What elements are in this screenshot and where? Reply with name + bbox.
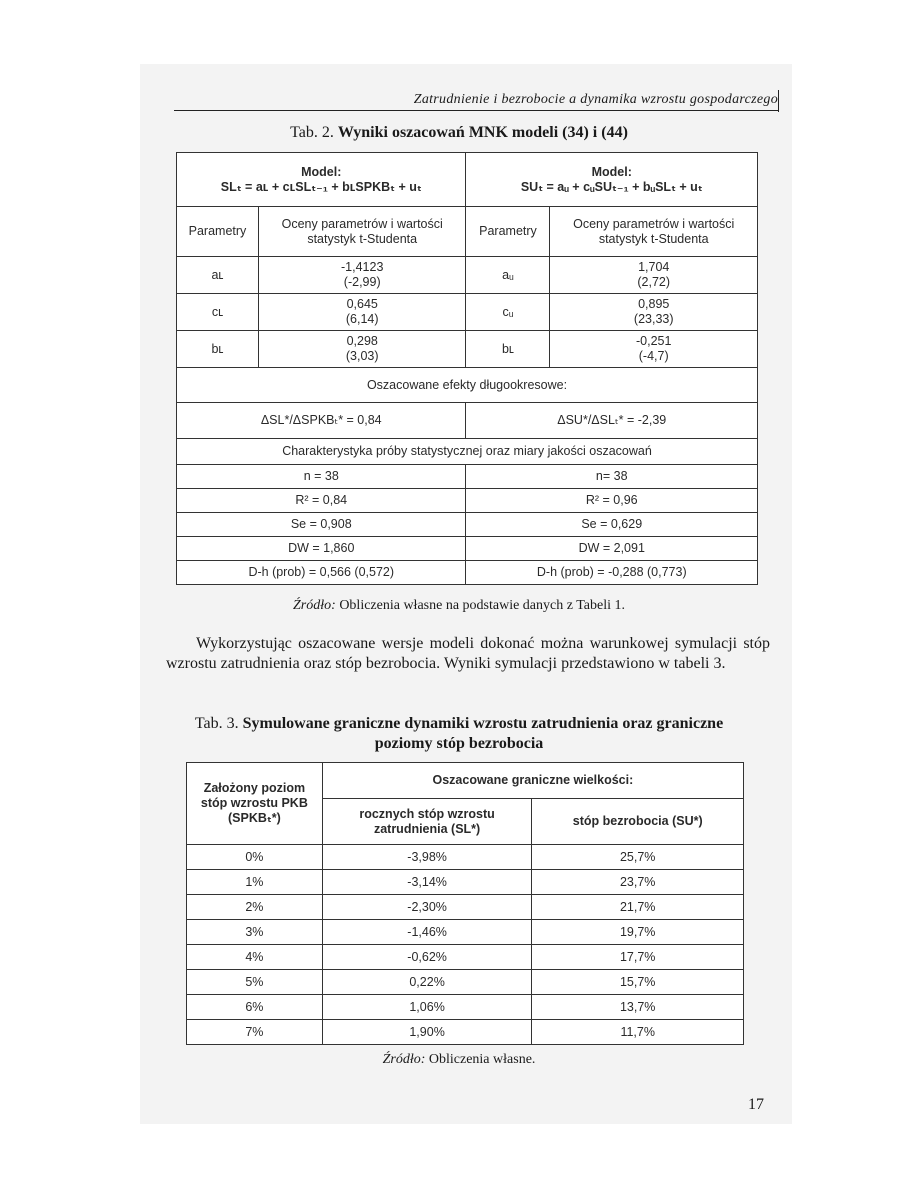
page-number: 17 <box>748 1096 764 1113</box>
su-cell: 13,7% <box>532 995 744 1020</box>
stat-right: R² = 0,96 <box>466 489 758 513</box>
tab3-prefix: Tab. 3. <box>194 715 239 732</box>
tab2-prefix: Tab. 2. <box>290 124 334 141</box>
tstat-right: (2,72) <box>637 275 671 289</box>
sl-cell: -3,14% <box>322 870 532 895</box>
tab3-source <box>0 1052 918 1068</box>
sl-cell: -0,62% <box>322 945 532 970</box>
model-right-cell <box>466 153 758 207</box>
estimate-left: -1,4123 <box>341 260 384 274</box>
tab3-title-line1: Symulowane graniczne dynamiki wzrostu zatrudnienia oraz graniczne <box>242 715 724 732</box>
col-sl-header: rocznych stóp wzrostu zatrudnienia (SL*) <box>322 799 532 845</box>
table-row <box>177 257 758 294</box>
param-left: aʟ <box>177 257 259 294</box>
sl-cell: -3,98% <box>322 845 532 870</box>
table-row <box>177 465 758 489</box>
col-su-header: stóp bezrobocia (SU*) <box>532 799 744 845</box>
gdp-cell: 7% <box>187 1020 323 1045</box>
estimate-right: 1,704 <box>638 260 670 274</box>
col-params-left: Parametry <box>177 207 259 257</box>
col-gdp-header: Założony poziom stóp wzrostu PKB (SPKBₜ*) <box>187 763 323 845</box>
table-row <box>177 294 758 331</box>
tstat-right: (23,33) <box>633 312 674 326</box>
tab2-title: Wyniki oszacowań MNK modeli (34) i (44) <box>337 124 628 141</box>
gdp-cell: 6% <box>187 995 323 1020</box>
table-row <box>187 1020 744 1045</box>
table-row <box>177 537 758 561</box>
stat-right: DW = 2,091 <box>466 537 758 561</box>
table-row <box>187 845 744 870</box>
sl-cell: -2,30% <box>322 895 532 920</box>
gdp-cell: 2% <box>187 895 323 920</box>
body-paragraph: Wykorzystując oszacowane wersje modeli dokonać można warunkowej symulacji stóp wzrostu zatrudnienia oraz stóp bezrobocia. Wyniki symulacji przedstawiono w tabeli 3. <box>166 635 770 672</box>
table-row <box>177 331 758 368</box>
gdp-cell: 1% <box>187 870 323 895</box>
tab3-source-text: Obliczenia własne. <box>428 1052 536 1067</box>
model-right-equation: SUₜ = aᵤ + cᵤSUₜ₋₁ + bᵤSLₜ + uₜ <box>520 179 703 194</box>
su-cell: 23,7% <box>532 870 744 895</box>
stat-left: n = 38 <box>177 465 466 489</box>
tab3-caption <box>0 714 918 754</box>
model-left-equation: SLₜ = aʟ + cʟSLₜ₋₁ + bʟSPKBₜ + uₜ <box>220 179 422 194</box>
long-run-right: ΔSU*/ΔSLₜ* = -2,39 <box>466 403 758 439</box>
param-right: cᵤ <box>466 294 550 331</box>
col-estimates-left: Oceny parametrów i wartości statystyk t-Studenta <box>258 207 466 257</box>
tstat-left: (6,14) <box>345 312 379 326</box>
table-row <box>187 920 744 945</box>
table-row <box>187 970 744 995</box>
param-left: cʟ <box>177 294 259 331</box>
su-cell: 17,7% <box>532 945 744 970</box>
running-header: Zatrudnienie i bezrobocie a dynamika wzrostu gospodarczego <box>174 92 778 111</box>
tab3-source-label: Źródło: <box>382 1052 426 1067</box>
tab3-title-line2: poziomy stóp bezrobocia <box>374 735 544 752</box>
col-group-header: Oszacowane graniczne wielkości: <box>322 763 743 799</box>
tab2-source-text: Obliczenia własne na podstawie danych z Tabeli 1. <box>339 598 625 613</box>
model-right-label: Model: <box>591 164 632 179</box>
sl-cell: -1,46% <box>322 920 532 945</box>
estimate-right: 0,895 <box>638 297 670 311</box>
sl-cell: 1,06% <box>322 995 532 1020</box>
stat-right: D-h (prob) = -0,288 (0,773) <box>466 561 758 585</box>
table-row <box>177 561 758 585</box>
stat-left: R² = 0,84 <box>177 489 466 513</box>
gdp-cell: 5% <box>187 970 323 995</box>
stat-right: Se = 0,629 <box>466 513 758 537</box>
stat-left: D-h (prob) = 0,566 (0,572) <box>177 561 466 585</box>
model-left-cell <box>177 153 466 207</box>
su-cell: 25,7% <box>532 845 744 870</box>
table-row <box>187 895 744 920</box>
table-row <box>187 870 744 895</box>
su-cell: 15,7% <box>532 970 744 995</box>
stat-left: Se = 0,908 <box>177 513 466 537</box>
col-estimates-right: Oceny parametrów i wartości statystyk t-Studenta <box>550 207 758 257</box>
tab2-caption <box>0 124 918 142</box>
table-row <box>177 489 758 513</box>
param-left: bʟ <box>177 331 259 368</box>
tab2-source <box>0 598 918 614</box>
estimate-right: -0,251 <box>635 334 672 348</box>
sl-cell: 1,90% <box>322 1020 532 1045</box>
tstat-right: (-4,7) <box>638 349 669 363</box>
param-right: bʟ <box>466 331 550 368</box>
stat-right: n= 38 <box>466 465 758 489</box>
gdp-cell: 3% <box>187 920 323 945</box>
sl-cell: 0,22% <box>322 970 532 995</box>
tstat-left: (-2,99) <box>343 275 381 289</box>
estimate-left: 0,645 <box>346 297 378 311</box>
tstat-left: (3,03) <box>345 349 379 363</box>
table-3 <box>186 762 744 1045</box>
su-cell: 11,7% <box>532 1020 744 1045</box>
tab2-source-label: Źródło: <box>293 598 336 613</box>
model-left-label: Model: <box>301 164 342 179</box>
col-params-right: Parametry <box>466 207 550 257</box>
gdp-cell: 0% <box>187 845 323 870</box>
long-run-left: ΔSL*/ΔSPKBₜ* = 0,84 <box>177 403 466 439</box>
table-row <box>187 995 744 1020</box>
param-right: aᵤ <box>466 257 550 294</box>
estimate-left: 0,298 <box>346 334 378 348</box>
sample-header: Charakterystyka próby statystycznej oraz miary jakości oszacowań <box>177 439 758 465</box>
gdp-cell: 4% <box>187 945 323 970</box>
stat-left: DW = 1,860 <box>177 537 466 561</box>
table-row <box>177 513 758 537</box>
su-cell: 19,7% <box>532 920 744 945</box>
table-row <box>187 945 744 970</box>
header-rule <box>778 90 779 112</box>
table-2 <box>176 152 758 585</box>
long-run-header: Oszacowane efekty długookresowe: <box>177 368 758 403</box>
su-cell: 21,7% <box>532 895 744 920</box>
